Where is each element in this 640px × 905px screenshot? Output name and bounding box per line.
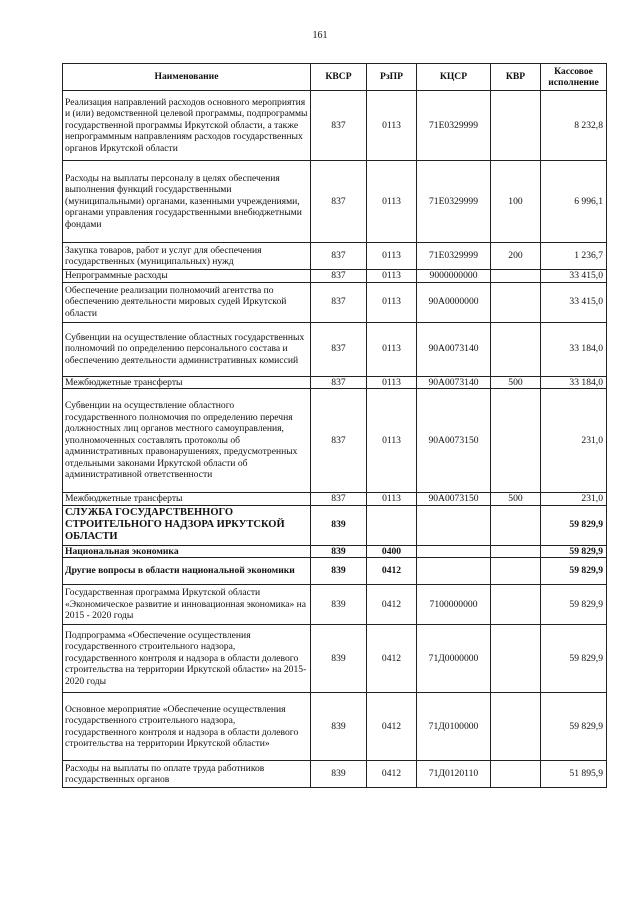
row-kvr [491,545,541,558]
row-kvsr: 839 [311,505,367,545]
table-row [63,91,607,161]
row-name: Закупка товаров, работ и услуг для обеспечения государственных (муниципальных) нужд [63,243,311,270]
header-amount: Кассовое исполнение [541,64,607,91]
row-kcsr: 71Д0100000 [417,693,491,761]
row-kcsr: 71Д0120110 [417,761,491,788]
row-kcsr: 71Е0329999 [417,243,491,270]
row-kcsr: 71Е0329999 [417,161,491,243]
row-name: Расходы на выплаты персоналу в целях обеспечения выполнения функций государственными (муниципальными) органами, казенными учреждениями, органами управления государственными внебюджетными фондами [63,161,311,243]
row-rzpr: 0113 [367,282,417,322]
table-row [63,161,607,243]
row-kvsr: 837 [311,161,367,243]
table-row [63,558,607,585]
row-kvr [491,270,541,283]
row-rzpr: 0412 [367,625,417,693]
row-kvr [491,585,541,625]
row-kvr: 500 [491,493,541,506]
row-amount: 33 415,0 [541,270,607,283]
row-kvsr: 839 [311,693,367,761]
row-kcsr: 90А0073140 [417,322,491,376]
table-row [63,270,607,283]
header-kvr: КВР [491,64,541,91]
row-rzpr: 0113 [367,376,417,389]
row-name: Подпрограмма «Обеспечение осуществления государственного строительного надзора, государственного контроля и надзора в области долевого строительства на территории Иркутской области» на 2015-2020 годы [63,625,311,693]
row-name: Основное мероприятие «Обеспечение осуществления государственного строительного надзора, государственного контроля и надзора в области долевого строительства на территории Иркутской области» [63,693,311,761]
row-name: Обеспечение реализации полномочий агентства по обеспечению деятельности мировых судей Иркутской области [63,282,311,322]
row-kcsr: 90А0073140 [417,376,491,389]
table-row [63,322,607,376]
header-name: Наименование [63,64,311,91]
row-amount: 8 232,8 [541,91,607,161]
row-amount: 231,0 [541,493,607,506]
table-row [63,625,607,693]
row-kvr [491,91,541,161]
row-kvr: 100 [491,161,541,243]
row-kvsr: 839 [311,585,367,625]
row-name: Национальная экономика [63,545,311,558]
row-kcsr: 71Д0000000 [417,625,491,693]
table-row [63,545,607,558]
row-amount: 33 184,0 [541,376,607,389]
row-name: Межбюджетные трансферты [63,376,311,389]
row-rzpr: 0113 [367,243,417,270]
page-number: 161 [312,30,328,41]
row-kvsr: 837 [311,282,367,322]
row-rzpr: 0113 [367,270,417,283]
row-kvsr: 839 [311,761,367,788]
row-kvsr: 837 [311,322,367,376]
row-kvsr: 837 [311,493,367,506]
row-kvsr: 837 [311,270,367,283]
row-name: Расходы на выплаты по оплате труда работников государственных органов [63,761,311,788]
row-kvr [491,505,541,545]
row-kvr: 500 [491,376,541,389]
table-row [63,376,607,389]
row-kvr [491,693,541,761]
row-rzpr: 0113 [367,161,417,243]
row-kcsr: 71Е0329999 [417,91,491,161]
row-rzpr: 0400 [367,545,417,558]
row-amount: 33 184,0 [541,322,607,376]
row-amount: 59 829,9 [541,693,607,761]
row-kvr [491,625,541,693]
row-rzpr: 0412 [367,693,417,761]
row-amount: 231,0 [541,389,607,493]
row-rzpr: 0113 [367,389,417,493]
row-rzpr: 0412 [367,585,417,625]
row-amount: 59 829,9 [541,545,607,558]
row-rzpr: 0113 [367,493,417,506]
row-rzpr: 0412 [367,558,417,585]
row-name: Непрограммные расходы [63,270,311,283]
table-row [63,761,607,788]
row-amount: 51 895,9 [541,761,607,788]
row-kcsr: 90А0073150 [417,389,491,493]
table-row [63,493,607,506]
table-row [63,505,607,545]
row-amount: 59 829,9 [541,585,607,625]
row-kvr [491,322,541,376]
row-kcsr [417,505,491,545]
row-kvr [491,389,541,493]
row-kvsr: 837 [311,243,367,270]
budget-table [62,63,607,788]
row-kvsr: 837 [311,376,367,389]
row-rzpr: 0412 [367,761,417,788]
table-row [63,243,607,270]
row-amount: 59 829,9 [541,505,607,545]
row-amount: 59 829,9 [541,558,607,585]
row-kvsr: 839 [311,625,367,693]
row-amount: 33 415,0 [541,282,607,322]
row-kcsr [417,545,491,558]
table-row [63,282,607,322]
row-kvsr: 839 [311,545,367,558]
row-amount: 1 236,7 [541,243,607,270]
row-name: Межбюджетные трансферты [63,493,311,506]
table-row [63,693,607,761]
row-rzpr [367,505,417,545]
row-kvsr: 837 [311,389,367,493]
row-amount: 59 829,9 [541,625,607,693]
row-kvr [491,558,541,585]
row-kvr [491,282,541,322]
row-name: Государственная программа Иркутской области «Экономическое развитие и инновационная экономика» на 2015 - 2020 годы [63,585,311,625]
row-name: Субвенции на осуществление областного государственного полномочия по определению перечня должностных лиц органов местного самоуправления, уполномоченных составлять протоколы об административных правонарушениях, предусмотренных отдельными законами Иркутской области об административной ответственности [63,389,311,493]
row-kvr [491,761,541,788]
row-kcsr: 9000000000 [417,270,491,283]
row-kvr: 200 [491,243,541,270]
table-row [63,585,607,625]
row-name: Другие вопросы в области национальной экономики [63,558,311,585]
table-row [63,389,607,493]
row-rzpr: 0113 [367,322,417,376]
header-kvsr: КВСР [311,64,367,91]
row-kcsr [417,558,491,585]
row-kvsr: 837 [311,91,367,161]
header-rzpr: РзПР [367,64,417,91]
header-kcsr: КЦСР [417,64,491,91]
row-name: СЛУЖБА ГОСУДАРСТВЕННОГО СТРОИТЕЛЬНОГО НАДЗОРА ИРКУТСКОЙ ОБЛАСТИ [63,505,311,545]
row-kvsr: 839 [311,558,367,585]
row-amount: 6 996,1 [541,161,607,243]
row-name: Реализация направлений расходов основного мероприятия и (или) ведомственной целевой программы, подпрограммы государственной программы Иркутской области, а также непрограммным направлениям расходов государственных органов Иркутской области [63,91,311,161]
row-kcsr: 90А0000000 [417,282,491,322]
row-kcsr: 90А0073150 [417,493,491,506]
row-kcsr: 7100000000 [417,585,491,625]
row-rzpr: 0113 [367,91,417,161]
row-name: Субвенции на осуществление областных государственных полномочий по определению персонального состава и обеспечению деятельности административных комиссий [63,322,311,376]
table-header [63,64,607,91]
